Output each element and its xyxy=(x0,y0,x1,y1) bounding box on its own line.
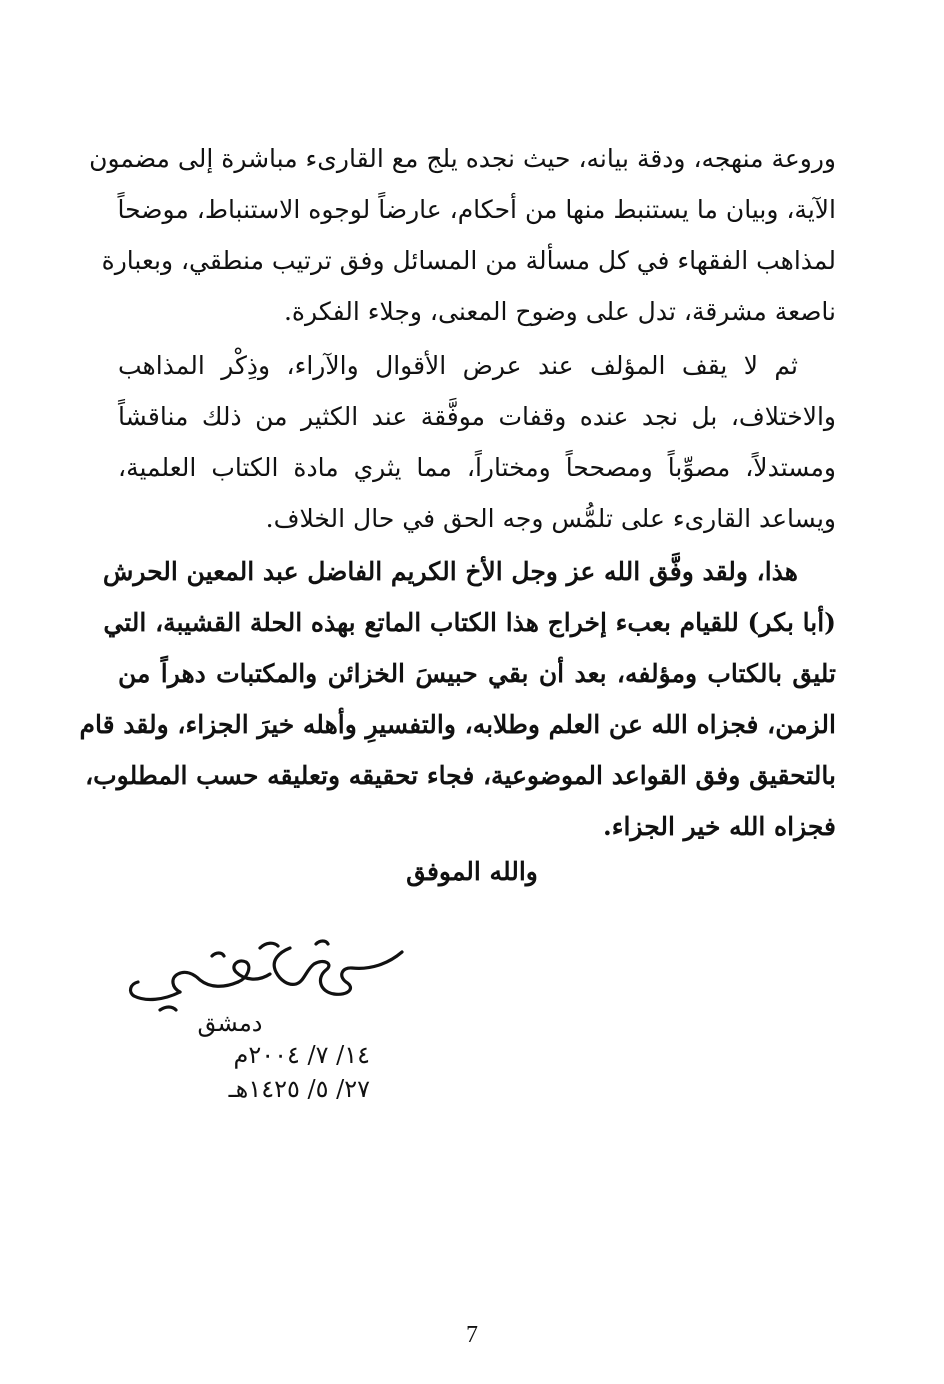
page-number: 7 xyxy=(466,1322,478,1348)
paragraph-line: ثم لا يقف المؤلف عند عرض الأقوال والآراء، وذِكْر المذاهب xyxy=(118,351,798,380)
paragraph-line: والاختلاف، بل نجد عنده وقفات موفَّقة عند الكثير من ذلك مناقشاً xyxy=(118,402,836,431)
paragraph-line: وروعة منهجه، ودقة بيانه، حيث نجده يلج مع القارىء مباشرة إلى مضمون xyxy=(89,144,836,173)
paragraph-line: بالتحقيق وفق القواعد الموضوعية، فجاء تحقيقه وتعليقه حسب المطلوب، xyxy=(85,761,836,790)
signature-date-hijri: ٢٧/ ٥/ ١٤٢٥هـ xyxy=(228,1075,370,1103)
paragraph-line: ومستدلاً، مصوِّباً ومصححاً ومختاراً، مما يثري مادة الكتاب العلمية، xyxy=(118,453,836,482)
paragraph-1 xyxy=(89,133,836,337)
handwritten-signature xyxy=(120,930,410,1020)
paragraph-line: تليق بالكتاب ومؤلفه، بعد أن بقي حبيسَ الخزائن والمكتبات دهراً من xyxy=(118,659,836,688)
closing-phrase: والله الموفق xyxy=(406,857,538,886)
paragraph-line: الزمن، فجزاه الله عن العلم وطلابه، والتفسيرِ وأهله خيرَ الجزاء، ولقد قام xyxy=(79,710,836,739)
paragraph-line: ويساعد القارىء على تلمُّس وجه الحق في حال الخلاف. xyxy=(265,504,836,533)
paragraph-line: الآية، وبيان ما يستنبط منها من أحكام، عارضاً لوجوه الاستنباط، موضحاً xyxy=(117,195,836,224)
paragraph-3 xyxy=(79,546,836,852)
paragraph-line: فجزاه الله خير الجزاء. xyxy=(603,812,836,841)
paragraph-line: هذا، ولقد وفَّق الله عز وجل الأخ الكريم الفاضل عبد المعين الحرش xyxy=(102,557,798,586)
paragraph-line: ناصعة مشرقة، تدل على وضوح المعنى، وجلاء الفكرة. xyxy=(283,297,836,326)
signature-date-gregorian: ١٤/ ٧/ ٢٠٠٤م xyxy=(233,1041,370,1069)
paragraph-2 xyxy=(118,340,836,544)
paragraph-line: (أبا بكر) للقيام بعبء إخراج هذا الكتاب الماتع بهذه الحلة القشيبة، التي xyxy=(103,608,836,637)
signature-city: دمشق xyxy=(197,1009,263,1037)
paragraph-line: لمذاهب الفقهاء في كل مسألة من المسائل وفق ترتيب منطقي، وبعبارة xyxy=(101,246,836,275)
